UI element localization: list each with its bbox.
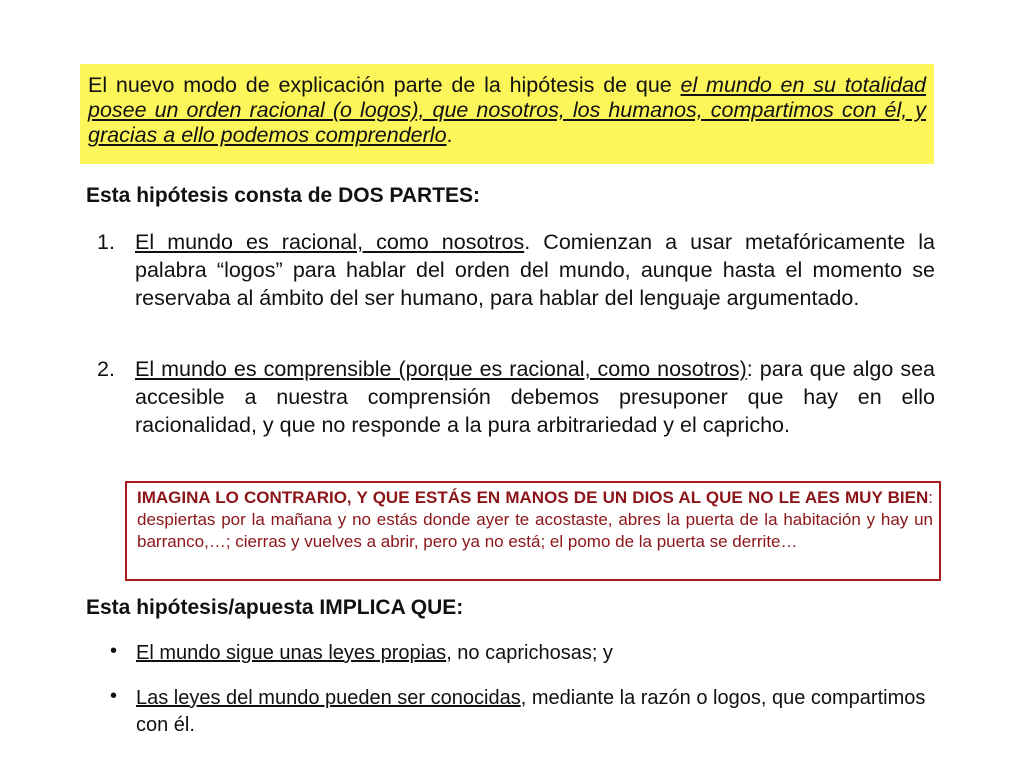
bullet-item-1: [110, 640, 935, 667]
item-text: . Comienzan a usar metafóricamente la palabra “logos” para hablar del orden del mundo, aunque hasta el momento se reservaba al ámbito del ser humano, para hablar del lenguaje argumentado.: [135, 230, 935, 310]
bullet-underlined: El mundo sigue unas leyes propias: [136, 642, 447, 664]
callout-text: : despiertas por la mañana y no estás donde ayer te acostaste, abres la puerta de la habitación y hay un barranco,…; cierras y vuelves a abrir, pero ya no está; el pomo de la puerta se derrite…: [137, 488, 933, 551]
item-underlined: El mundo es comprensible (porque es racional, como nosotros): [135, 357, 747, 381]
heading-two-parts: Esta hipótesis consta de DOS PARTES:: [86, 184, 481, 207]
bullet-icon: •: [110, 640, 118, 662]
item-body: [135, 355, 935, 439]
callout-box: [125, 481, 941, 581]
callout-bold: IMAGINA LO CONTRARIO, Y QUE ESTÁS EN MANOS DE UN DIOS AL QUE NO LE AES MUY BIEN: [137, 488, 929, 507]
highlighted-intro: [80, 64, 934, 164]
intro-text: El nuevo modo de explicación parte de la hipótesis de que: [88, 73, 681, 97]
bullet-item-2: [110, 685, 935, 739]
bullet-icon: •: [110, 685, 118, 707]
numbered-item-1: [97, 228, 935, 312]
bullet-text: , no caprichosas; y: [446, 642, 613, 664]
intro-end: .: [446, 123, 453, 147]
bullet-underlined: Las leyes del mundo pueden ser conocidas: [136, 687, 521, 709]
item-text: : para que algo sea accesible a nuestra comprensión debemos presuponer que hay en ello racionalidad, y que no responde a la pura arbitrariedad y el capricho.: [135, 357, 935, 437]
bullet-body: [136, 640, 935, 667]
item-number: 1.: [97, 230, 115, 254]
intro-emphasis: el mundo en su totalidad posee un orden racional (o logos), que nosotros, los humanos, compartimos con él, y gracias a ello podemos comprenderlo: [88, 73, 926, 147]
numbered-item-2: [97, 355, 935, 439]
item-number: 2.: [97, 357, 115, 381]
item-body: [135, 228, 935, 312]
bullet-text: , mediante la razón o logos, que compartimos con él.: [136, 687, 926, 736]
bullet-body: [136, 685, 935, 739]
heading-implications: Esta hipótesis/apuesta IMPLICA QUE:: [86, 596, 464, 619]
item-underlined: El mundo es racional, como nosotros: [135, 230, 525, 254]
